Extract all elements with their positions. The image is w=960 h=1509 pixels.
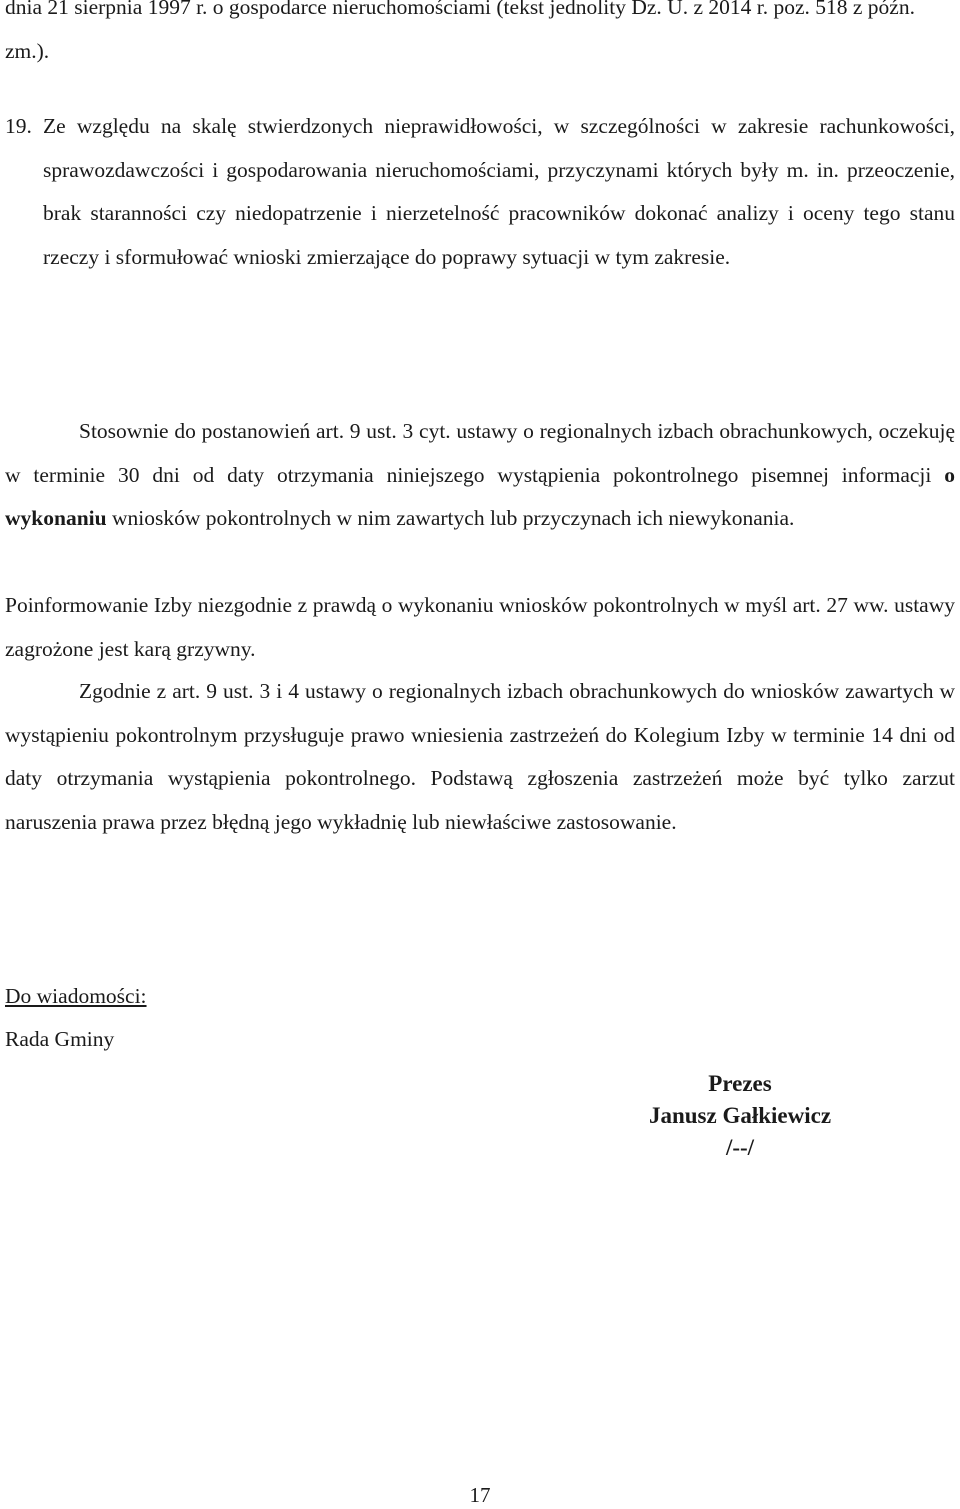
signature-title: Prezes	[708, 1071, 772, 1096]
distribution-heading: Do wiadomości:	[5, 984, 147, 1008]
list-item-text: Ze względu na skalę stwierdzonych nieprawidłowości, w szczególności w zakresie rachunkowości, sprawozdawczości i gospodarowania nieruchomościami, przyczynami których były m. in. przeoczenie, brak staranności czy niedopatrzenie i nierzetelność pracowników dokonać analizy i oceny tego stanu rzeczy i sformułować wnioski zmierzające do poprawy sytuacji w tym zakresie.	[43, 114, 955, 269]
page-number: 17	[469, 1483, 491, 1507]
distribution-recipient: Rada Gminy	[5, 1027, 115, 1051]
lead-in-paragraph: dnia 21 sierpnia 1997 r. o gospodarce nieruchomościami (tekst jednolity Dz. U. z 2014 r. poz. 518 z późn. zm.).	[5, 0, 915, 63]
signature-mark: /--/	[725, 1135, 755, 1160]
paragraph-poinformowanie: Poinformowanie Izby niezgodnie z prawdą o wykonaniu wniosków pokontrolnych w myśl art. 27 ww. ustawy zagrożone jest karą grzywny.	[5, 593, 955, 661]
paragraph-stosownie-bold: o wykonaniu	[5, 462, 955, 530]
paragraph-stosownie	[5, 410, 955, 541]
list-item-number: 19.	[5, 114, 32, 138]
paragraph-zgodnie: Zgodnie z art. 9 ust. 3 i 4 ustawy o regionalnych izbach obrachunkowych do wniosków zawartych w wystąpieniu pokontrolnym przysługuje prawo wniesienia zastrzeżeń do Kolegium Izby w terminie 14 dni od daty otrzymania wystąpienia pokontrolnego. Podstawą zgłoszenia zastrzeżeń może być tylko zarzut naruszenia prawa przez błędną jego wykładnię lub niewłaściwe zastosowanie.	[5, 679, 955, 834]
signature-name: Janusz Gałkiewicz	[648, 1103, 832, 1128]
paragraph-stosownie-text-1: Stosownie do postanowień art. 9 ust. 3 cyt. ustawy o regionalnych izbach obrachunkowych, oczekuję w terminie 30 dni od daty otrzymania niniejszego wystąpienia pokontrolnego pisemnej informacji	[5, 419, 955, 487]
list-item-19	[5, 105, 955, 279]
signature-block	[610, 1068, 870, 1164]
paragraph-stosownie-text-2: wniosków pokontrolnych w nim zawartych lub przyczynach ich niewykonania.	[106, 506, 795, 530]
